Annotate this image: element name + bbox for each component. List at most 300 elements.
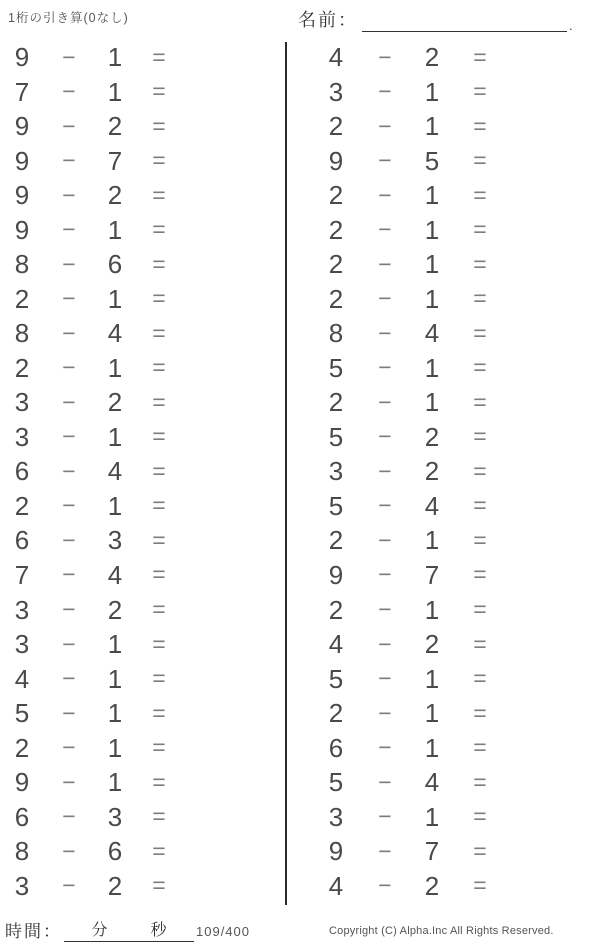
minuend: 5 — [328, 767, 344, 798]
equals-sign: = — [473, 872, 487, 899]
minuend: 2 — [14, 490, 30, 521]
answer-blank[interactable] — [508, 385, 598, 420]
minus-sign: − — [378, 216, 392, 243]
problem-row — [314, 213, 598, 248]
minus-sign: − — [62, 457, 76, 484]
equals-sign: = — [473, 665, 487, 692]
minus-sign: − — [62, 699, 76, 726]
minuend: 2 — [328, 594, 344, 625]
minus-sign: − — [378, 319, 392, 346]
minuend: 9 — [328, 836, 344, 867]
minuend: 5 — [328, 352, 344, 383]
equals-sign: = — [152, 147, 166, 174]
answer-blank[interactable] — [508, 799, 598, 834]
problem-row — [0, 144, 272, 179]
answer-blank[interactable] — [182, 282, 272, 317]
answer-blank[interactable] — [182, 730, 272, 765]
answer-blank[interactable] — [508, 282, 598, 317]
equals-sign: = — [152, 250, 166, 277]
subtrahend: 1 — [424, 76, 440, 107]
equals-sign: = — [152, 526, 166, 553]
subtrahend: 3 — [107, 525, 123, 556]
answer-blank[interactable] — [182, 834, 272, 869]
minuend: 6 — [14, 801, 30, 832]
minuend: 9 — [14, 42, 30, 73]
subtrahend: 2 — [107, 111, 123, 142]
equals-sign: = — [473, 561, 487, 588]
minuend: 8 — [14, 249, 30, 280]
subtrahend: 1 — [424, 283, 440, 314]
minus-sign: − — [62, 837, 76, 864]
equals-sign: = — [473, 388, 487, 415]
problem-row — [0, 420, 272, 455]
equals-sign: = — [473, 526, 487, 553]
minuend: 9 — [14, 214, 30, 245]
answer-blank[interactable] — [508, 558, 598, 593]
problem-row — [0, 351, 272, 386]
equals-sign: = — [152, 285, 166, 312]
subtrahend: 7 — [424, 836, 440, 867]
problem-row — [314, 799, 598, 834]
minuend: 8 — [14, 836, 30, 867]
minuend: 2 — [328, 387, 344, 418]
minuend: 3 — [14, 387, 30, 418]
problem-row — [0, 385, 272, 420]
minuend: 2 — [328, 283, 344, 314]
answer-blank[interactable] — [508, 144, 598, 179]
subtrahend: 1 — [424, 180, 440, 211]
subtrahend: 4 — [107, 318, 123, 349]
answer-blank[interactable] — [508, 178, 598, 213]
minus-sign: − — [378, 630, 392, 657]
problem-row — [314, 489, 598, 524]
minus-sign: − — [62, 285, 76, 312]
problem-row — [0, 730, 272, 765]
subtrahend: 1 — [107, 42, 123, 73]
answer-blank[interactable] — [508, 868, 598, 903]
answer-blank[interactable] — [182, 627, 272, 662]
equals-sign: = — [152, 319, 166, 346]
minuend: 8 — [328, 318, 344, 349]
minuend: 2 — [14, 283, 30, 314]
answer-blank[interactable] — [182, 247, 272, 282]
equals-sign: = — [152, 768, 166, 795]
minus-sign: − — [62, 734, 76, 761]
answer-blank[interactable] — [508, 40, 598, 75]
answer-blank[interactable] — [182, 489, 272, 524]
subtrahend: 6 — [107, 249, 123, 280]
minus-sign: − — [378, 734, 392, 761]
problem-row — [0, 868, 272, 903]
minus-sign: − — [62, 803, 76, 830]
subtrahend: 4 — [424, 490, 440, 521]
equals-sign: = — [152, 803, 166, 830]
minus-sign: − — [378, 768, 392, 795]
answer-blank[interactable] — [508, 489, 598, 524]
answer-blank[interactable] — [508, 696, 598, 731]
subtrahend: 1 — [424, 594, 440, 625]
problem-row — [314, 834, 598, 869]
answer-blank[interactable] — [508, 661, 598, 696]
equals-sign: = — [473, 768, 487, 795]
answer-blank[interactable] — [508, 213, 598, 248]
answer-blank[interactable] — [182, 765, 272, 800]
answer-blank[interactable] — [182, 523, 272, 558]
problem-row — [0, 109, 272, 144]
answer-blank[interactable] — [182, 454, 272, 489]
minuend: 9 — [14, 767, 30, 798]
problems-column-right — [314, 40, 598, 903]
equals-sign: = — [152, 354, 166, 381]
subtrahend: 7 — [424, 559, 440, 590]
minus-sign: − — [62, 354, 76, 381]
subtrahend: 1 — [107, 421, 123, 452]
subtrahend: 4 — [424, 767, 440, 798]
column-divider — [285, 42, 287, 905]
minus-sign: − — [62, 768, 76, 795]
subtrahend: 1 — [107, 698, 123, 729]
equals-sign: = — [152, 596, 166, 622]
equals-sign: = — [152, 699, 166, 726]
problem-row — [314, 868, 598, 903]
minuend: 8 — [14, 318, 30, 349]
minuend: 2 — [328, 214, 344, 245]
minuend: 2 — [14, 732, 30, 763]
equals-sign: = — [473, 837, 487, 864]
subtrahend: 1 — [107, 352, 123, 383]
equals-sign: = — [152, 457, 166, 484]
equals-sign: = — [152, 423, 166, 450]
subtrahend: 1 — [424, 387, 440, 418]
problem-row — [314, 454, 598, 489]
minus-sign: − — [378, 147, 392, 174]
name-input-line[interactable] — [362, 3, 567, 32]
subtrahend: 1 — [107, 629, 123, 660]
subtrahend: 2 — [424, 42, 440, 73]
minus-sign: − — [62, 112, 76, 139]
subtrahend: 1 — [424, 249, 440, 280]
minuend: 3 — [14, 594, 30, 625]
problem-row — [0, 247, 272, 282]
minuend: 2 — [14, 352, 30, 383]
problem-row — [314, 282, 598, 317]
problem-row — [314, 661, 598, 696]
equals-sign: = — [473, 803, 487, 830]
subtrahend: 1 — [424, 525, 440, 556]
minuend: 7 — [14, 76, 30, 107]
minus-sign: − — [62, 630, 76, 657]
minuend: 3 — [328, 801, 344, 832]
minuend: 4 — [328, 629, 344, 660]
equals-sign: = — [473, 147, 487, 174]
equals-sign: = — [152, 181, 166, 208]
answer-blank[interactable] — [508, 247, 598, 282]
minuend: 9 — [14, 111, 30, 142]
problem-row — [0, 765, 272, 800]
problem-row — [0, 454, 272, 489]
minutes-label: 分 — [91, 922, 108, 939]
minus-sign: − — [62, 181, 76, 208]
minus-sign: − — [62, 319, 76, 346]
problem-row — [314, 558, 598, 593]
minus-sign: − — [62, 596, 76, 622]
problem-row — [0, 316, 272, 351]
answer-blank[interactable] — [182, 75, 272, 110]
minuend: 5 — [328, 421, 344, 452]
problem-row — [0, 282, 272, 317]
answer-blank[interactable] — [182, 351, 272, 386]
equals-sign: = — [473, 216, 487, 243]
minuend: 6 — [328, 732, 344, 763]
equals-sign: = — [152, 734, 166, 761]
problem-row — [0, 213, 272, 248]
problem-row — [0, 799, 272, 834]
minus-sign: − — [62, 526, 76, 553]
minuend: 2 — [328, 180, 344, 211]
minuend: 2 — [328, 525, 344, 556]
minus-sign: − — [62, 665, 76, 692]
minus-sign: − — [378, 803, 392, 830]
minuend: 4 — [14, 663, 30, 694]
problem-row — [314, 40, 598, 75]
answer-blank[interactable] — [182, 661, 272, 696]
problem-row — [314, 75, 598, 110]
answer-blank[interactable] — [182, 109, 272, 144]
answer-blank[interactable] — [508, 627, 598, 662]
minus-sign: − — [378, 112, 392, 139]
equals-sign: = — [473, 181, 487, 208]
subtrahend: 4 — [107, 559, 123, 590]
answer-blank[interactable] — [508, 109, 598, 144]
problem-row — [0, 592, 272, 627]
problem-row — [314, 523, 598, 558]
minus-sign: − — [62, 388, 76, 415]
minuend: 5 — [328, 490, 344, 521]
subtrahend: 1 — [424, 801, 440, 832]
minuend: 5 — [328, 663, 344, 694]
equals-sign: = — [152, 388, 166, 415]
answer-blank[interactable] — [182, 316, 272, 351]
answer-blank[interactable] — [182, 420, 272, 455]
minus-sign: − — [62, 147, 76, 174]
problem-row — [314, 247, 598, 282]
equals-sign: = — [473, 423, 487, 450]
equals-sign: = — [473, 492, 487, 519]
minus-sign: − — [378, 78, 392, 105]
problem-row — [314, 316, 598, 351]
equals-sign: = — [152, 561, 166, 588]
equals-sign: = — [473, 457, 487, 484]
problem-row — [314, 627, 598, 662]
answer-blank[interactable] — [508, 765, 598, 800]
subtrahend: 1 — [424, 352, 440, 383]
minuend: 4 — [328, 42, 344, 73]
problem-row — [0, 75, 272, 110]
minus-sign: − — [378, 181, 392, 208]
minuend: 6 — [14, 456, 30, 487]
subtrahend: 2 — [424, 870, 440, 901]
minus-sign: − — [378, 423, 392, 450]
answer-blank[interactable] — [508, 420, 598, 455]
name-field — [298, 4, 573, 32]
answer-blank[interactable] — [182, 696, 272, 731]
equals-sign: = — [152, 43, 166, 70]
subtrahend: 1 — [424, 663, 440, 694]
problem-row — [314, 109, 598, 144]
minus-sign: − — [378, 354, 392, 381]
minuend: 2 — [328, 249, 344, 280]
minuend: 4 — [328, 870, 344, 901]
answer-blank[interactable] — [182, 178, 272, 213]
minus-sign: − — [378, 388, 392, 415]
minus-sign: − — [62, 561, 76, 588]
problem-row — [314, 730, 598, 765]
minus-sign: − — [62, 78, 76, 105]
problem-row — [314, 765, 598, 800]
subtrahend: 4 — [424, 318, 440, 349]
answer-blank[interactable] — [182, 40, 272, 75]
problem-row — [0, 661, 272, 696]
subtrahend: 1 — [424, 111, 440, 142]
worksheet-title: 1桁の引き算(0なし) — [8, 11, 129, 25]
equals-sign: = — [473, 43, 487, 70]
minus-sign: − — [378, 596, 392, 622]
minus-sign: − — [378, 665, 392, 692]
subtrahend: 3 — [107, 801, 123, 832]
minus-sign: − — [378, 457, 392, 484]
answer-blank[interactable] — [508, 316, 598, 351]
problem-row — [0, 696, 272, 731]
minus-sign: − — [62, 216, 76, 243]
answer-blank[interactable] — [508, 523, 598, 558]
minuend: 9 — [14, 145, 30, 176]
subtrahend: 2 — [107, 387, 123, 418]
equals-sign: = — [152, 216, 166, 243]
answer-blank[interactable] — [508, 730, 598, 765]
subtrahend: 4 — [107, 456, 123, 487]
minuend: 9 — [14, 180, 30, 211]
problem-row — [0, 489, 272, 524]
problem-row — [314, 592, 598, 627]
equals-sign: = — [473, 250, 487, 277]
minus-sign: − — [62, 43, 76, 70]
minuend: 3 — [328, 76, 344, 107]
answer-blank[interactable] — [182, 144, 272, 179]
subtrahend: 1 — [107, 283, 123, 314]
minuend: 3 — [14, 870, 30, 901]
subtrahend: 1 — [107, 76, 123, 107]
minus-sign: − — [378, 250, 392, 277]
problem-row — [314, 351, 598, 386]
subtrahend: 1 — [107, 214, 123, 245]
time-field — [5, 915, 194, 942]
problem-row — [314, 178, 598, 213]
subtrahend: 1 — [424, 214, 440, 245]
copyright-notice: Copyright (C) Alpha.Inc All Rights Reserved. — [329, 925, 554, 937]
subtrahend: 1 — [107, 732, 123, 763]
equals-sign: = — [473, 630, 487, 657]
subtrahend: 2 — [107, 870, 123, 901]
answer-blank[interactable] — [508, 351, 598, 386]
minuend: 3 — [14, 629, 30, 660]
answer-blank[interactable] — [182, 213, 272, 248]
answer-blank[interactable] — [182, 799, 272, 834]
equals-sign: = — [152, 837, 166, 864]
equals-sign: = — [473, 285, 487, 312]
subtrahend: 1 — [107, 767, 123, 798]
equals-sign: = — [473, 319, 487, 346]
subtrahend: 7 — [107, 145, 123, 176]
minus-sign: − — [378, 526, 392, 553]
problem-row — [0, 523, 272, 558]
subtrahend: 2 — [424, 629, 440, 660]
answer-blank[interactable] — [508, 834, 598, 869]
equals-sign: = — [152, 492, 166, 519]
time-label: 時間： — [5, 922, 62, 941]
name-label: 名前： — [298, 10, 358, 30]
subtrahend: 1 — [424, 698, 440, 729]
minus-sign: − — [378, 872, 392, 899]
subtrahend: 2 — [424, 456, 440, 487]
equals-sign: = — [473, 699, 487, 726]
problem-row — [0, 178, 272, 213]
minuend: 3 — [328, 456, 344, 487]
equals-sign: = — [152, 112, 166, 139]
equals-sign: = — [152, 630, 166, 657]
answer-blank[interactable] — [508, 592, 598, 627]
problem-row — [0, 834, 272, 869]
answer-blank[interactable] — [182, 592, 272, 627]
minuend: 5 — [14, 698, 30, 729]
subtrahend: 1 — [107, 663, 123, 694]
minus-sign: − — [62, 492, 76, 519]
problem-row — [0, 40, 272, 75]
problem-row — [314, 385, 598, 420]
page-number: 109/400 — [196, 924, 250, 939]
answer-blank[interactable] — [182, 385, 272, 420]
subtrahend: 5 — [424, 145, 440, 176]
equals-sign: = — [152, 78, 166, 105]
minus-sign: − — [62, 250, 76, 277]
equals-sign: = — [473, 734, 487, 761]
answer-blank[interactable] — [182, 868, 272, 903]
minus-sign: − — [378, 837, 392, 864]
minuend: 6 — [14, 525, 30, 556]
minuend: 2 — [328, 698, 344, 729]
minus-sign: − — [62, 872, 76, 899]
problem-row — [314, 696, 598, 731]
equals-sign: = — [473, 78, 487, 105]
equals-sign: = — [473, 112, 487, 139]
answer-blank[interactable] — [508, 75, 598, 110]
minus-sign: − — [378, 492, 392, 519]
name-line-period: . — [569, 18, 573, 33]
subtrahend: 1 — [424, 732, 440, 763]
subtrahend: 6 — [107, 836, 123, 867]
problem-row — [314, 144, 598, 179]
problems-column-left — [0, 40, 272, 903]
problem-row — [0, 627, 272, 662]
answer-blank[interactable] — [182, 558, 272, 593]
time-input-line[interactable] — [64, 917, 194, 942]
subtrahend: 2 — [107, 180, 123, 211]
minuend: 9 — [328, 145, 344, 176]
minuend: 7 — [14, 559, 30, 590]
minus-sign: − — [378, 43, 392, 70]
minuend: 2 — [328, 111, 344, 142]
equals-sign: = — [473, 596, 487, 622]
answer-blank[interactable] — [508, 454, 598, 489]
